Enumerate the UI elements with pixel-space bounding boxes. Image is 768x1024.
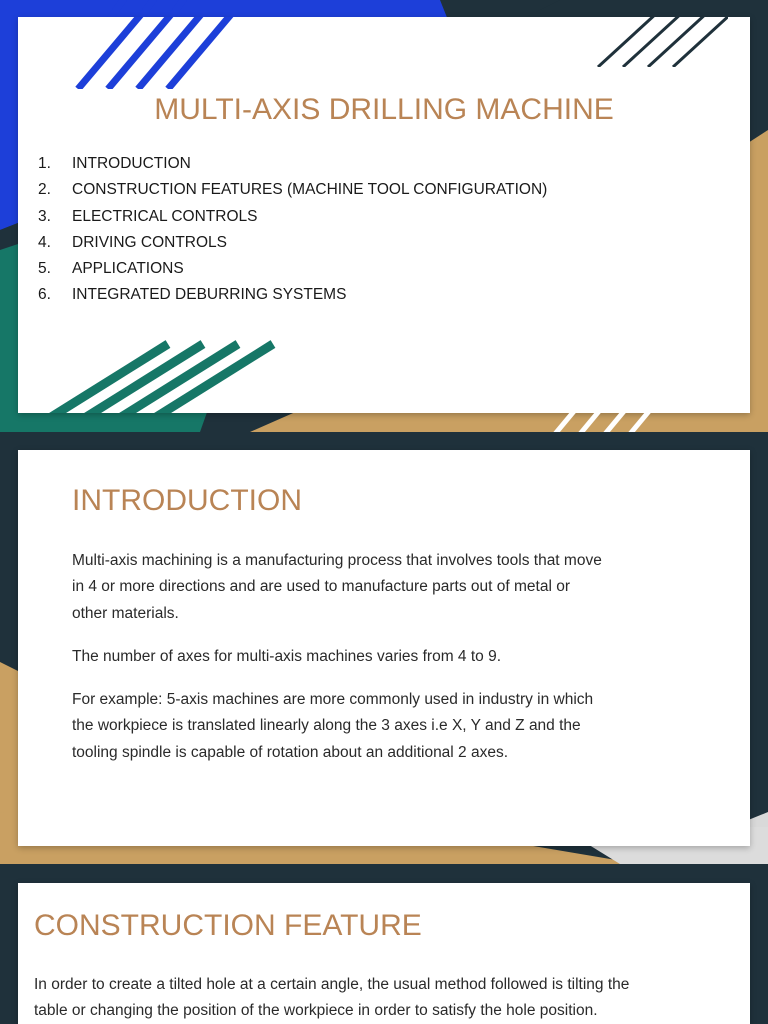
slide-2-card: [18, 450, 750, 846]
intro-paragraph-2: [72, 644, 712, 670]
intro-paragraph-3-line-1: For example: 5-axis machines are more commonly used in industry in which: [72, 691, 594, 708]
intro-paragraph-1: [72, 548, 712, 627]
toc-item-number: 5.: [38, 260, 51, 278]
toc-item-number: 6.: [38, 286, 51, 304]
blue-stripes-card-decoration: [73, 17, 243, 89]
slide-2-title: INTRODUCTION: [72, 484, 302, 517]
toc-item-applications: [38, 256, 547, 282]
toc-item-label: INTEGRATED DEBURRING SYSTEMS: [72, 286, 347, 304]
toc-item-integrated-deburring: [38, 282, 547, 308]
intro-paragraph-3-line-3: tooling spindle is capable of rotation about an additional 2 axes.: [72, 743, 509, 761]
toc-item-label: INTRODUCTION: [72, 155, 191, 172]
construction-paragraph-1-line-2: table or changing the position of the workpiece in order to satisfy the hole position.: [34, 1002, 598, 1020]
slide-2: [0, 432, 768, 864]
toc-item-label: CONSTRUCTION FEATURES (MACHINE TOOL CONFIGURATION): [72, 181, 548, 199]
toc-item-driving-controls: [38, 230, 547, 256]
toc-item-introduction: [38, 151, 547, 177]
construction-paragraph-1: [34, 972, 750, 1024]
slide-1: [0, 0, 768, 432]
intro-paragraph-1-line-3: other materials.: [72, 604, 179, 622]
table-of-contents: [38, 151, 547, 309]
toc-item-electrical-controls: [38, 204, 547, 230]
toc-item-label: ELECTRICAL CONTROLS: [72, 207, 258, 225]
intro-paragraph-3: [72, 687, 712, 766]
intro-paragraph-3-line-2: the workpiece is translated linearly along the 3 axes i.e X, Y and Z and the: [72, 717, 581, 735]
dark-stripes-decoration: [588, 17, 728, 67]
toc-item-number: 2.: [38, 181, 51, 199]
slide-1-title: MULTI-AXIS DRILLING MACHINE: [154, 93, 614, 126]
intro-paragraph-2-line-1: The number of axes for multi-axis machines varies from 4 to 9.: [72, 648, 501, 665]
toc-item-label: APPLICATIONS: [72, 260, 184, 278]
construction-paragraph-1-line-1: In order to create a tilted hole at a certain angle, the usual method followed is tilting the: [34, 976, 630, 993]
green-stripes-decoration: [38, 339, 278, 413]
white-stripes-decoration: [545, 412, 665, 432]
toc-item-label: DRIVING CONTROLS: [72, 233, 228, 251]
toc-item-construction-features: [38, 177, 547, 203]
toc-item-number: 1.: [38, 155, 51, 172]
slide-3-title: CONSTRUCTION FEATURE: [34, 909, 422, 942]
slide-3: [0, 864, 768, 1024]
intro-paragraph-1-line-1: Multi-axis machining is a manufacturing process that involves tools that move: [72, 552, 602, 569]
slide-1-card: [18, 17, 750, 413]
slide-3-card: [18, 883, 750, 1024]
toc-item-number: 4.: [38, 233, 51, 251]
intro-paragraph-1-line-2: in 4 or more directions and are used to manufacture parts out of metal or: [72, 578, 570, 596]
toc-item-number: 3.: [38, 207, 51, 225]
